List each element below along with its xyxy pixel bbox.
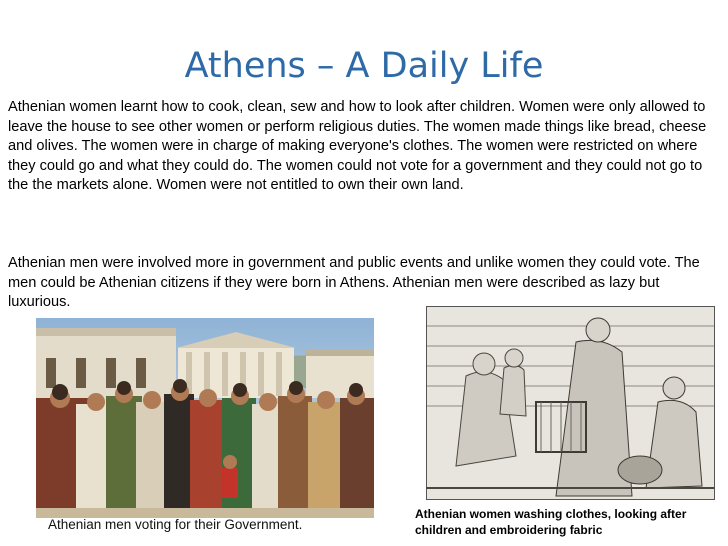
slide-title: Athens – A Daily Life bbox=[184, 46, 544, 86]
men-voting-painting bbox=[36, 318, 374, 518]
men-voting-caption: Athenian men voting for their Government. bbox=[48, 517, 303, 532]
women-washing-engraving bbox=[426, 306, 715, 500]
men-paragraph: Athenian men were involved more in government and public events and unlike women they could vote. The men could be Athenian citizens if they were born in Athens. Athenian men were described as lazy but luxurious. bbox=[8, 255, 700, 310]
women-paragraph: Athenian women learnt how to cook, clean, sew and how to look after children. Women were only allowed to leave the house to see other women or perform religious duties. The women made things like bread, cheese and olives. The women were in charge of making everyone's clothes. The women were restricted on where they could go and what they could do. The women could not vote for a government and they could not go to the the markets alone. Women were not entitled to own their own land. bbox=[8, 99, 707, 193]
women-washing-caption: Athenian women washing clothes, looking after children and embroidering fabric bbox=[415, 507, 687, 537]
